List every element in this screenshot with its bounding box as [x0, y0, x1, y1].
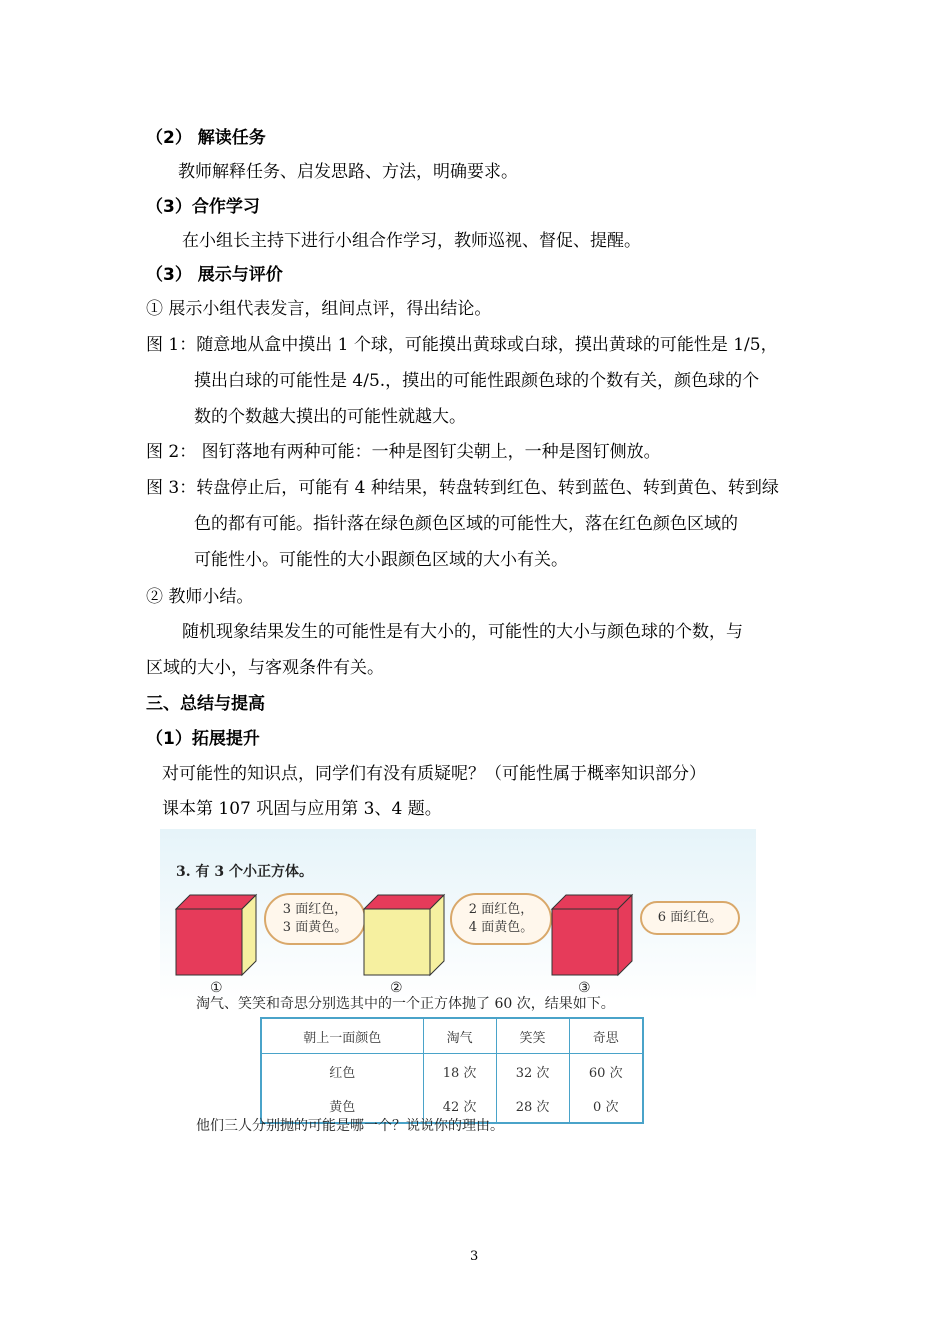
paragraph-line-p12: 随机现象结果发生的可能性是有大小的，可能性的大小与颜色球的个数，与 [182, 622, 743, 642]
paragraph-line-p13: 区域的大小，与客观条件有关。 [146, 658, 384, 678]
table-cell: 黄色 [329, 1099, 356, 1115]
table-header-cell: 朝上一面颜色 [261, 1018, 423, 1054]
section-heading-h2: （2） 解读任务 [146, 128, 266, 148]
table-cell: 0 次 [569, 1088, 643, 1123]
page-number: 3 [470, 1249, 479, 1264]
paragraph-line-p15: 课本第 107 巩固与应用第 3、4 题。 [162, 799, 442, 819]
paragraph-line-p5: 摸出白球的可能性是 4/5.，摸出的可能性跟颜色球的个数有关，颜色球的个 [194, 371, 760, 391]
cube-2-label: ② [390, 980, 403, 996]
cube-1-label: ① [210, 980, 223, 996]
figure-question: 他们三人分别抛的可能是哪一个？说说你的理由。 [196, 1118, 504, 1134]
table-cell: 红色 [329, 1065, 356, 1081]
section-heading-h5: （1）拓展提升 [146, 729, 260, 749]
table-cell: 42 次 [423, 1088, 496, 1123]
thought-bubble-2 [450, 893, 552, 945]
thought-bubble-1 [264, 893, 366, 945]
paragraph-line-p3: ① 展示小组代表发言，组间点评，得出结论。 [146, 299, 492, 319]
thought-bubble-3 [640, 901, 740, 935]
cube-1-icon [172, 891, 258, 979]
paragraph-line-p7: 图 2： 图钉落地有两种可能：一种是图钉尖朝上，一种是图钉侧放。 [146, 442, 661, 462]
table-cell: 60 次 [569, 1054, 643, 1089]
table-header-cell: 淘气 [423, 1018, 496, 1054]
paragraph-line-p4: 图 1：随意地从盒中摸出 1 个球，可能摸出黄球或白球，摸出黄球的可能性是 1/5， [146, 335, 778, 355]
section-heading-h4: 三、总结与提高 [146, 694, 265, 714]
textbook-figure [160, 829, 756, 1149]
paragraph-line-p14: 对可能性的知识点，同学们有没有质疑呢？（可能性属于概率知识部分） [162, 764, 706, 784]
results-table [260, 1017, 644, 1124]
thought-1-line-1: 3 面红色， [282, 902, 348, 917]
thought-3-line-1: 6 面红色。 [657, 910, 723, 925]
figure-heading: 3. 有 3 个小正方体。 [176, 864, 313, 880]
thought-1-line-2: 3 面黄色。 [282, 920, 348, 935]
paragraph-line-p2: 在小组长主持下进行小组合作学习，教师巡视、督促、提醒。 [182, 231, 641, 251]
table-header-cell: 奇思 [569, 1018, 643, 1054]
table-header-cell: 笑笑 [496, 1018, 569, 1054]
thought-2-line-2: 4 面黄色。 [468, 920, 534, 935]
cube-3-icon [548, 891, 634, 979]
paragraph-line-p8: 图 3：转盘停止后，可能有 4 种结果，转盘转到红色、转到蓝色、转到黄色、转到绿 [146, 478, 779, 498]
cube-2-icon [360, 891, 446, 979]
paragraph-line-p1: 教师解释任务、启发思路、方法，明确要求。 [178, 162, 518, 182]
paragraph-line-p9: 色的都有可能。指针落在绿色颜色区域的可能性大，落在红色颜色区域的 [194, 514, 738, 534]
paragraph-line-p11: ② 教师小结。 [146, 587, 254, 607]
table-header-row [261, 1018, 643, 1054]
paragraph-line-p10: 可能性小。可能性的大小跟颜色区域的大小有关。 [194, 550, 568, 570]
figure-intro: 淘气、笑笑和奇思分别选其中的一个正方体抛了 60 次，结果如下。 [196, 996, 615, 1012]
table-row [261, 1054, 643, 1089]
table-cell: 28 次 [496, 1088, 569, 1123]
table-cell: 18 次 [423, 1054, 496, 1089]
table-cell: 32 次 [496, 1054, 569, 1089]
paragraph-line-p6: 数的个数越大摸出的可能性就越大。 [194, 407, 466, 427]
section-heading-h3a: （3）合作学习 [146, 197, 260, 217]
section-heading-h3b: （3） 展示与评价 [146, 265, 283, 285]
cube-3-label: ③ [578, 980, 591, 996]
thought-2-line-1: 2 面红色， [468, 902, 534, 917]
